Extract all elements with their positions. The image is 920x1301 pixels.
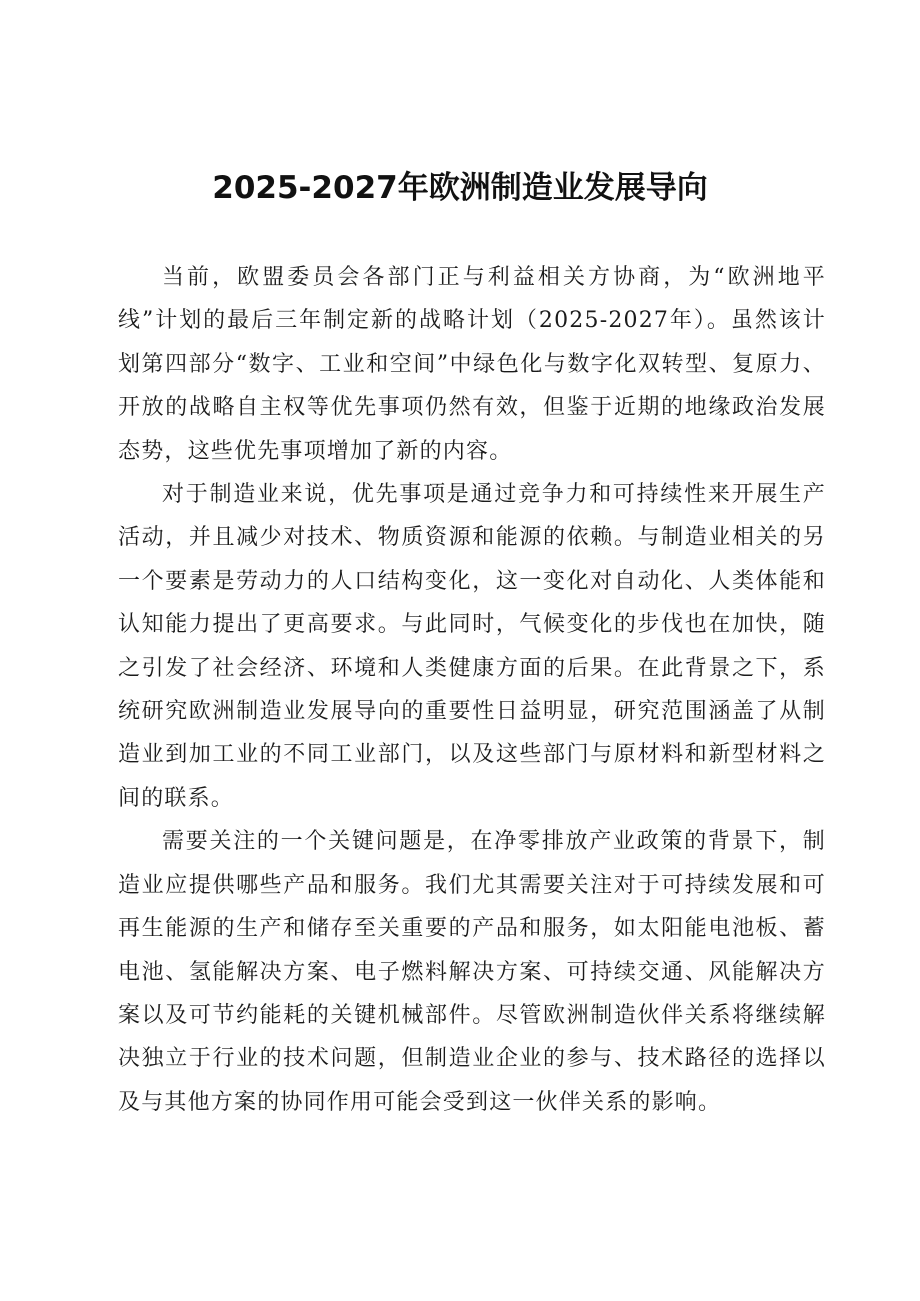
document-title: 2025-2027年欧洲制造业发展导向 [212,170,708,206]
document-body [118,256,826,1124]
paragraph-3: 需要关注的一个关键问题是，在净零排放产业政策的背景下，制造业应提供哪些产品和服务。我们尤其需要关注对于可持续发展和可再生能源的生产和储存至关重要的产品和服务，如太阳能电池板、蓄电池、氢能解决方案、电子燃料解决方案、可持续交通、风能解决方案以及可节约能耗的关键机械部件。尽管欧洲制造伙伴关系将继续解决独立于行业的技术问题，但制造业企业的参与、技术路径的选择以及与其他方案的协同作用可能会受到这一伙伴关系的影响。 [118,829,826,1115]
paragraph-1: 当前，欧盟委员会各部门正与利益相关方协商，为“欧洲地平线”计划的最后三年制定新的战略计划（2025-2027年）。虽然该计划第四部分“数字、工业和空间”中绿色化与数字化双转型、复原力、开放的战略自主权等优先事项仍然有效，但鉴于近期的地缘政治发展态势，这些优先事项增加了新的内容。 [118,265,826,464]
paragraph-2: 对于制造业来说，优先事项是通过竞争力和可持续性来开展生产活动，并且减少对技术、物质资源和能源的依赖。与制造业相关的另一个要素是劳动力的人口结构变化，这一变化对自动化、人类体能和认知能力提出了更高要求。与此同时，气候变化的步伐也在加快，随之引发了社会经济、环境和人类健康方面的后果。在此背景之下，系统研究欧洲制造业发展导向的重要性日益明显，研究范围涵盖了从制造业到加工业的不同工业部门，以及这些部门与原材料和新型材料之间的联系。 [118,482,826,811]
